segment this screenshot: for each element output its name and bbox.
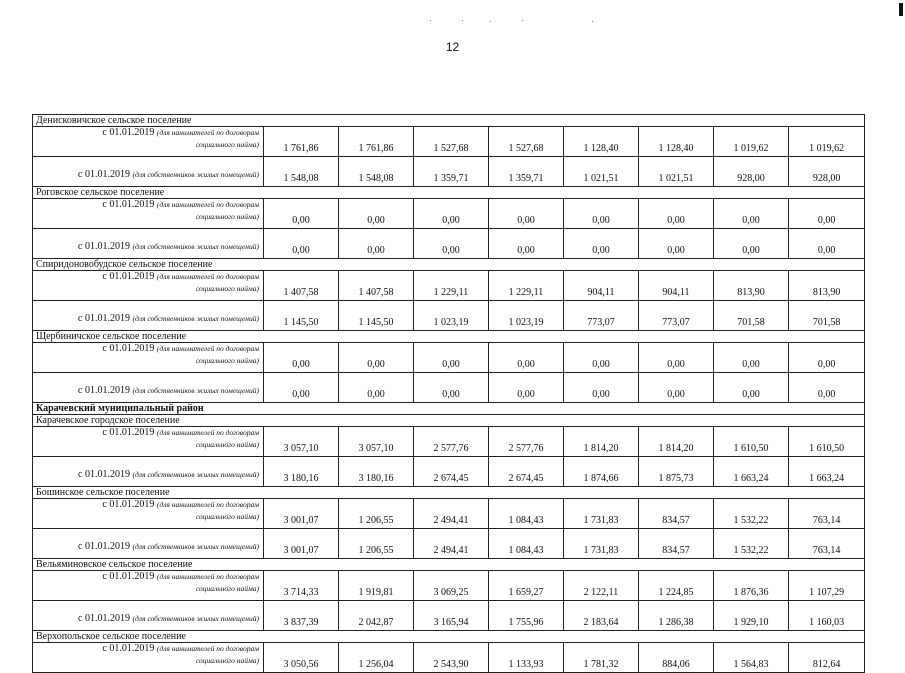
row-label bbox=[33, 271, 264, 301]
tariff-value-cell: 834,57 bbox=[639, 529, 714, 559]
label-note-social-1: (для нанимателей по договорам bbox=[156, 272, 259, 281]
label-note-social-1: (для нанимателей по договорам bbox=[156, 500, 259, 509]
tariff-value-cell: 1 084,43 bbox=[489, 499, 564, 529]
tariff-row-owners bbox=[33, 301, 865, 331]
tariff-value-cell: 2 674,45 bbox=[414, 457, 489, 487]
settlement-name: Карачевское городское поселение bbox=[33, 415, 865, 427]
tariff-value-cell: 1 359,71 bbox=[489, 157, 564, 187]
row-label bbox=[33, 301, 264, 331]
label-note-owners: (для собственников жилых помещений) bbox=[132, 614, 259, 623]
tariff-value-cell: 0,00 bbox=[714, 343, 789, 373]
tariff-value-cell: 2 543,90 bbox=[414, 643, 489, 673]
tariff-value-cell: 1 021,51 bbox=[564, 157, 639, 187]
tariff-value-cell: 2 494,41 bbox=[414, 499, 489, 529]
label-date: с 01.01.2019 bbox=[102, 127, 155, 138]
label-line-2 bbox=[196, 283, 259, 294]
tariff-value-cell: 3 180,16 bbox=[264, 457, 339, 487]
tariff-value-cell: 1 663,24 bbox=[714, 457, 789, 487]
tariff-value-cell: 0,00 bbox=[564, 343, 639, 373]
tariff-value-cell: 1 107,29 bbox=[789, 571, 865, 601]
label-date: с 01.01.2019 bbox=[78, 385, 130, 396]
label-note-social-2: социального найма) bbox=[195, 284, 259, 293]
tariff-row-social-rent bbox=[33, 427, 865, 457]
tariff-value-cell: 0,00 bbox=[489, 199, 564, 229]
label-date: с 01.01.2019 bbox=[102, 643, 155, 654]
settlement-header-row bbox=[33, 115, 865, 127]
tariff-value-cell: 1 610,50 bbox=[714, 427, 789, 457]
row-label bbox=[33, 229, 264, 259]
tariff-value-cell: 3 057,10 bbox=[339, 427, 414, 457]
label-date: с 01.01.2019 bbox=[102, 427, 155, 438]
tariff-value-cell: 1 229,11 bbox=[414, 271, 489, 301]
tariff-value-cell: 773,07 bbox=[639, 301, 714, 331]
label-note-social-1: (для нанимателей по договорам bbox=[156, 428, 259, 437]
tariff-value-cell: 0,00 bbox=[489, 229, 564, 259]
label-note-owners: (для собственников жилых помещений) bbox=[132, 314, 259, 323]
page-number: 12 bbox=[445, 40, 460, 54]
label-date: с 01.01.2019 bbox=[78, 169, 130, 180]
tariff-value-cell: 1 527,68 bbox=[414, 127, 489, 157]
label-line bbox=[78, 469, 259, 480]
tariff-row-social-rent bbox=[33, 343, 865, 373]
label-note-social-2: социального найма) bbox=[195, 512, 259, 521]
label-date: с 01.01.2019 bbox=[78, 469, 130, 480]
label-note-owners: (для собственников жилых помещений) bbox=[132, 386, 259, 395]
settlement-header-row bbox=[33, 415, 865, 427]
settlement-header-row bbox=[33, 331, 865, 343]
tariff-value-cell: 1 256,04 bbox=[339, 643, 414, 673]
tariff-value-cell: 1 133,93 bbox=[489, 643, 564, 673]
row-label bbox=[33, 157, 264, 187]
scan-speck bbox=[430, 20, 431, 21]
label-line-2 bbox=[196, 655, 259, 666]
label-line-1 bbox=[102, 643, 259, 654]
district-header-row bbox=[33, 403, 865, 415]
tariff-value-cell: 1 160,03 bbox=[789, 601, 865, 631]
label-line-2 bbox=[196, 511, 259, 522]
tariff-value-cell: 1 145,50 bbox=[339, 301, 414, 331]
tariff-row-social-rent bbox=[33, 271, 865, 301]
tariff-row-owners bbox=[33, 529, 865, 559]
tariff-value-cell: 1 206,55 bbox=[339, 529, 414, 559]
label-date: с 01.01.2019 bbox=[78, 313, 130, 324]
tariff-value-cell: 0,00 bbox=[414, 229, 489, 259]
tariff-value-cell: 904,11 bbox=[639, 271, 714, 301]
tariff-value-cell: 763,14 bbox=[789, 499, 865, 529]
row-label bbox=[33, 343, 264, 373]
tariff-value-cell: 0,00 bbox=[489, 373, 564, 403]
tariff-value-cell: 1 875,73 bbox=[639, 457, 714, 487]
tariff-value-cell: 1 814,20 bbox=[564, 427, 639, 457]
label-note-social-2: социального найма) bbox=[195, 212, 259, 221]
settlement-name: Вельяминовское сельское поселение bbox=[33, 559, 865, 571]
tariff-value-cell: 1 814,20 bbox=[639, 427, 714, 457]
settlement-name: Роговское сельское поселение bbox=[33, 187, 865, 199]
label-note-owners: (для собственников жилых помещений) bbox=[132, 470, 259, 479]
tariff-value-cell: 1 532,22 bbox=[714, 529, 789, 559]
tariff-row-owners bbox=[33, 229, 865, 259]
tariff-value-cell: 3 165,94 bbox=[414, 601, 489, 631]
label-note-social-2: социального найма) bbox=[195, 656, 259, 665]
settlement-header-row bbox=[33, 559, 865, 571]
label-line-2 bbox=[196, 355, 259, 366]
row-label bbox=[33, 127, 264, 157]
tariff-row-social-rent bbox=[33, 571, 865, 601]
tariff-value-cell: 0,00 bbox=[414, 343, 489, 373]
tariff-value-cell: 0,00 bbox=[789, 229, 865, 259]
label-line-1 bbox=[102, 271, 259, 282]
scan-speck bbox=[462, 20, 463, 21]
label-line bbox=[78, 241, 259, 252]
row-label bbox=[33, 529, 264, 559]
tariff-value-cell: 1 224,85 bbox=[639, 571, 714, 601]
tariff-value-cell: 0,00 bbox=[639, 373, 714, 403]
label-date: с 01.01.2019 bbox=[102, 271, 155, 282]
tariff-value-cell: 0,00 bbox=[639, 229, 714, 259]
tariff-value-cell: 928,00 bbox=[714, 157, 789, 187]
label-note-social-2: социального найма) bbox=[195, 584, 259, 593]
tariff-value-cell: 0,00 bbox=[339, 343, 414, 373]
tariff-value-cell: 0,00 bbox=[789, 343, 865, 373]
tariff-value-cell: 1 663,24 bbox=[789, 457, 865, 487]
tariff-value-cell: 1 610,50 bbox=[789, 427, 865, 457]
tariff-value-cell: 3 050,56 bbox=[264, 643, 339, 673]
tariff-value-cell: 1 919,81 bbox=[339, 571, 414, 601]
label-line bbox=[78, 385, 259, 396]
tariff-value-cell: 0,00 bbox=[714, 373, 789, 403]
label-note-owners: (для собственников жилых помещений) bbox=[132, 170, 259, 179]
row-label bbox=[33, 457, 264, 487]
tariff-value-cell: 1 781,32 bbox=[564, 643, 639, 673]
scan-speck bbox=[592, 21, 593, 22]
label-line-1 bbox=[102, 571, 259, 582]
tariff-value-cell: 2 577,76 bbox=[414, 427, 489, 457]
settlement-header-row bbox=[33, 631, 865, 643]
tariff-value-cell: 1 929,10 bbox=[714, 601, 789, 631]
label-date: с 01.01.2019 bbox=[78, 541, 130, 552]
tariff-value-cell: 1 731,83 bbox=[564, 529, 639, 559]
tariff-value-cell: 1 229,11 bbox=[489, 271, 564, 301]
label-date: с 01.01.2019 bbox=[78, 613, 130, 624]
tariff-value-cell: 1 548,08 bbox=[339, 157, 414, 187]
tariff-row-social-rent bbox=[33, 199, 865, 229]
tariff-value-cell: 0,00 bbox=[339, 229, 414, 259]
tariff-value-cell: 812,64 bbox=[789, 643, 865, 673]
scan-edge-mark bbox=[899, 3, 903, 16]
tariff-value-cell: 3 714,33 bbox=[264, 571, 339, 601]
tariff-row-social-rent bbox=[33, 127, 865, 157]
label-line-1 bbox=[102, 199, 259, 210]
tariff-value-cell: 1 084,43 bbox=[489, 529, 564, 559]
tariff-value-cell: 1 548,08 bbox=[264, 157, 339, 187]
tariff-value-cell: 0,00 bbox=[564, 373, 639, 403]
label-note-owners: (для собственников жилых помещений) bbox=[132, 242, 259, 251]
settlement-header-row bbox=[33, 259, 865, 271]
tariff-value-cell: 0,00 bbox=[264, 343, 339, 373]
scan-speck bbox=[490, 21, 491, 22]
label-note-social-1: (для нанимателей по договорам bbox=[156, 128, 259, 137]
tariff-value-cell: 2 494,41 bbox=[414, 529, 489, 559]
tariff-value-cell: 0,00 bbox=[264, 229, 339, 259]
tariff-value-cell: 0,00 bbox=[639, 199, 714, 229]
tariff-value-cell: 0,00 bbox=[264, 199, 339, 229]
row-label bbox=[33, 499, 264, 529]
label-note-owners: (для собственников жилых помещений) bbox=[132, 542, 259, 551]
tariff-value-cell: 1 761,86 bbox=[264, 127, 339, 157]
label-date: с 01.01.2019 bbox=[102, 571, 155, 582]
tariff-value-cell: 3 057,10 bbox=[264, 427, 339, 457]
tariff-value-cell: 3 069,25 bbox=[414, 571, 489, 601]
tariff-value-cell: 1 407,58 bbox=[339, 271, 414, 301]
tariff-value-cell: 1 876,36 bbox=[714, 571, 789, 601]
row-label bbox=[33, 427, 264, 457]
tariff-value-cell: 1 359,71 bbox=[414, 157, 489, 187]
tariff-row-social-rent bbox=[33, 499, 865, 529]
tariff-row-owners bbox=[33, 373, 865, 403]
tariff-value-cell: 0,00 bbox=[264, 373, 339, 403]
tariff-value-cell: 701,58 bbox=[789, 301, 865, 331]
tariff-value-cell: 2 674,45 bbox=[489, 457, 564, 487]
tariff-value-cell: 1 564,83 bbox=[714, 643, 789, 673]
tariff-value-cell: 0,00 bbox=[564, 199, 639, 229]
label-line-1 bbox=[102, 427, 259, 438]
tariff-value-cell: 1 874,66 bbox=[564, 457, 639, 487]
tariff-value-cell: 1 407,58 bbox=[264, 271, 339, 301]
tariff-value-cell: 0,00 bbox=[489, 343, 564, 373]
label-note-social-1: (для нанимателей по договорам bbox=[156, 200, 259, 209]
tariff-value-cell: 1 023,19 bbox=[414, 301, 489, 331]
tariff-value-cell: 1 128,40 bbox=[564, 127, 639, 157]
label-line-1 bbox=[102, 343, 259, 354]
tariff-value-cell: 1 019,62 bbox=[714, 127, 789, 157]
label-note-social-2: социального найма) bbox=[195, 140, 259, 149]
settlement-name: Бошинское сельское поселение bbox=[33, 487, 865, 499]
tariff-value-cell: 1 527,68 bbox=[489, 127, 564, 157]
row-label bbox=[33, 373, 264, 403]
tariff-value-cell: 904,11 bbox=[564, 271, 639, 301]
tariff-row-social-rent bbox=[33, 643, 865, 673]
label-date: с 01.01.2019 bbox=[102, 499, 155, 510]
row-label bbox=[33, 643, 264, 673]
row-label bbox=[33, 199, 264, 229]
label-note-social-2: социального найма) bbox=[195, 356, 259, 365]
tariff-value-cell: 1 023,19 bbox=[489, 301, 564, 331]
label-line bbox=[78, 613, 259, 624]
label-line-2 bbox=[196, 583, 259, 594]
tariff-value-cell: 0,00 bbox=[714, 229, 789, 259]
label-note-social-1: (для нанимателей по договорам bbox=[156, 644, 259, 653]
tariff-value-cell: 1 731,83 bbox=[564, 499, 639, 529]
tariff-value-cell: 3 180,16 bbox=[339, 457, 414, 487]
tariff-value-cell: 3 001,07 bbox=[264, 529, 339, 559]
tariff-value-cell: 1 019,62 bbox=[789, 127, 865, 157]
tariff-value-cell: 3 001,07 bbox=[264, 499, 339, 529]
tariff-table bbox=[32, 114, 865, 673]
label-line bbox=[78, 313, 259, 324]
tariff-value-cell: 701,58 bbox=[714, 301, 789, 331]
tariff-value-cell: 3 837,39 bbox=[264, 601, 339, 631]
label-line bbox=[78, 169, 259, 180]
tariff-value-cell: 1 286,38 bbox=[639, 601, 714, 631]
row-label bbox=[33, 601, 264, 631]
label-note-social-2: социального найма) bbox=[195, 440, 259, 449]
tariff-value-cell: 2 183,64 bbox=[564, 601, 639, 631]
tariff-value-cell: 2 577,76 bbox=[489, 427, 564, 457]
label-line-2 bbox=[196, 439, 259, 450]
tariff-row-owners bbox=[33, 601, 865, 631]
tariff-value-cell: 1 659,27 bbox=[489, 571, 564, 601]
tariff-value-cell: 763,14 bbox=[789, 529, 865, 559]
tariff-value-cell: 928,00 bbox=[789, 157, 865, 187]
tariff-value-cell: 0,00 bbox=[714, 199, 789, 229]
tariff-value-cell: 884,06 bbox=[639, 643, 714, 673]
tariff-value-cell: 813,90 bbox=[714, 271, 789, 301]
settlement-header-row bbox=[33, 487, 865, 499]
label-line-2 bbox=[196, 139, 259, 150]
tariff-value-cell: 773,07 bbox=[564, 301, 639, 331]
tariff-value-cell: 1 532,22 bbox=[714, 499, 789, 529]
tariff-row-owners bbox=[33, 457, 865, 487]
scan-speck bbox=[522, 20, 523, 21]
label-note-social-1: (для нанимателей по договорам bbox=[156, 344, 259, 353]
tariff-value-cell: 0,00 bbox=[639, 343, 714, 373]
tariff-value-cell: 0,00 bbox=[414, 373, 489, 403]
settlement-name: Щербиничское сельское поселение bbox=[33, 331, 865, 343]
tariff-value-cell: 2 042,87 bbox=[339, 601, 414, 631]
tariff-value-cell: 1 761,86 bbox=[339, 127, 414, 157]
label-date: с 01.01.2019 bbox=[78, 241, 130, 252]
label-line-1 bbox=[102, 127, 259, 138]
label-line-2 bbox=[196, 211, 259, 222]
tariff-value-cell: 834,57 bbox=[639, 499, 714, 529]
tariff-value-cell: 0,00 bbox=[564, 229, 639, 259]
row-label bbox=[33, 571, 264, 601]
label-date: с 01.01.2019 bbox=[102, 343, 155, 354]
tariff-value-cell: 813,90 bbox=[789, 271, 865, 301]
label-line-1 bbox=[102, 499, 259, 510]
tariff-value-cell: 1 206,55 bbox=[339, 499, 414, 529]
tariff-value-cell: 1 145,50 bbox=[264, 301, 339, 331]
district-name: Карачевский муниципальный район bbox=[33, 403, 865, 415]
tariff-value-cell: 0,00 bbox=[789, 199, 865, 229]
settlement-name: Верхопольское сельское поселение bbox=[33, 631, 865, 643]
tariff-value-cell: 1 021,51 bbox=[639, 157, 714, 187]
tariff-value-cell: 0,00 bbox=[339, 199, 414, 229]
tariff-value-cell: 0,00 bbox=[339, 373, 414, 403]
tariff-value-cell: 0,00 bbox=[414, 199, 489, 229]
tariff-value-cell: 2 122,11 bbox=[564, 571, 639, 601]
label-note-social-1: (для нанимателей по договорам bbox=[156, 572, 259, 581]
tariff-value-cell: 0,00 bbox=[789, 373, 865, 403]
settlement-name: Спиридоновобудское сельское поселение bbox=[33, 259, 865, 271]
tariff-row-owners bbox=[33, 157, 865, 187]
tariff-value-cell: 1 128,40 bbox=[639, 127, 714, 157]
label-line bbox=[78, 541, 259, 552]
settlement-header-row bbox=[33, 187, 865, 199]
tariff-value-cell: 1 755,96 bbox=[489, 601, 564, 631]
settlement-name: Денисковичское сельское поселение bbox=[33, 115, 865, 127]
label-date: с 01.01.2019 bbox=[102, 199, 155, 210]
